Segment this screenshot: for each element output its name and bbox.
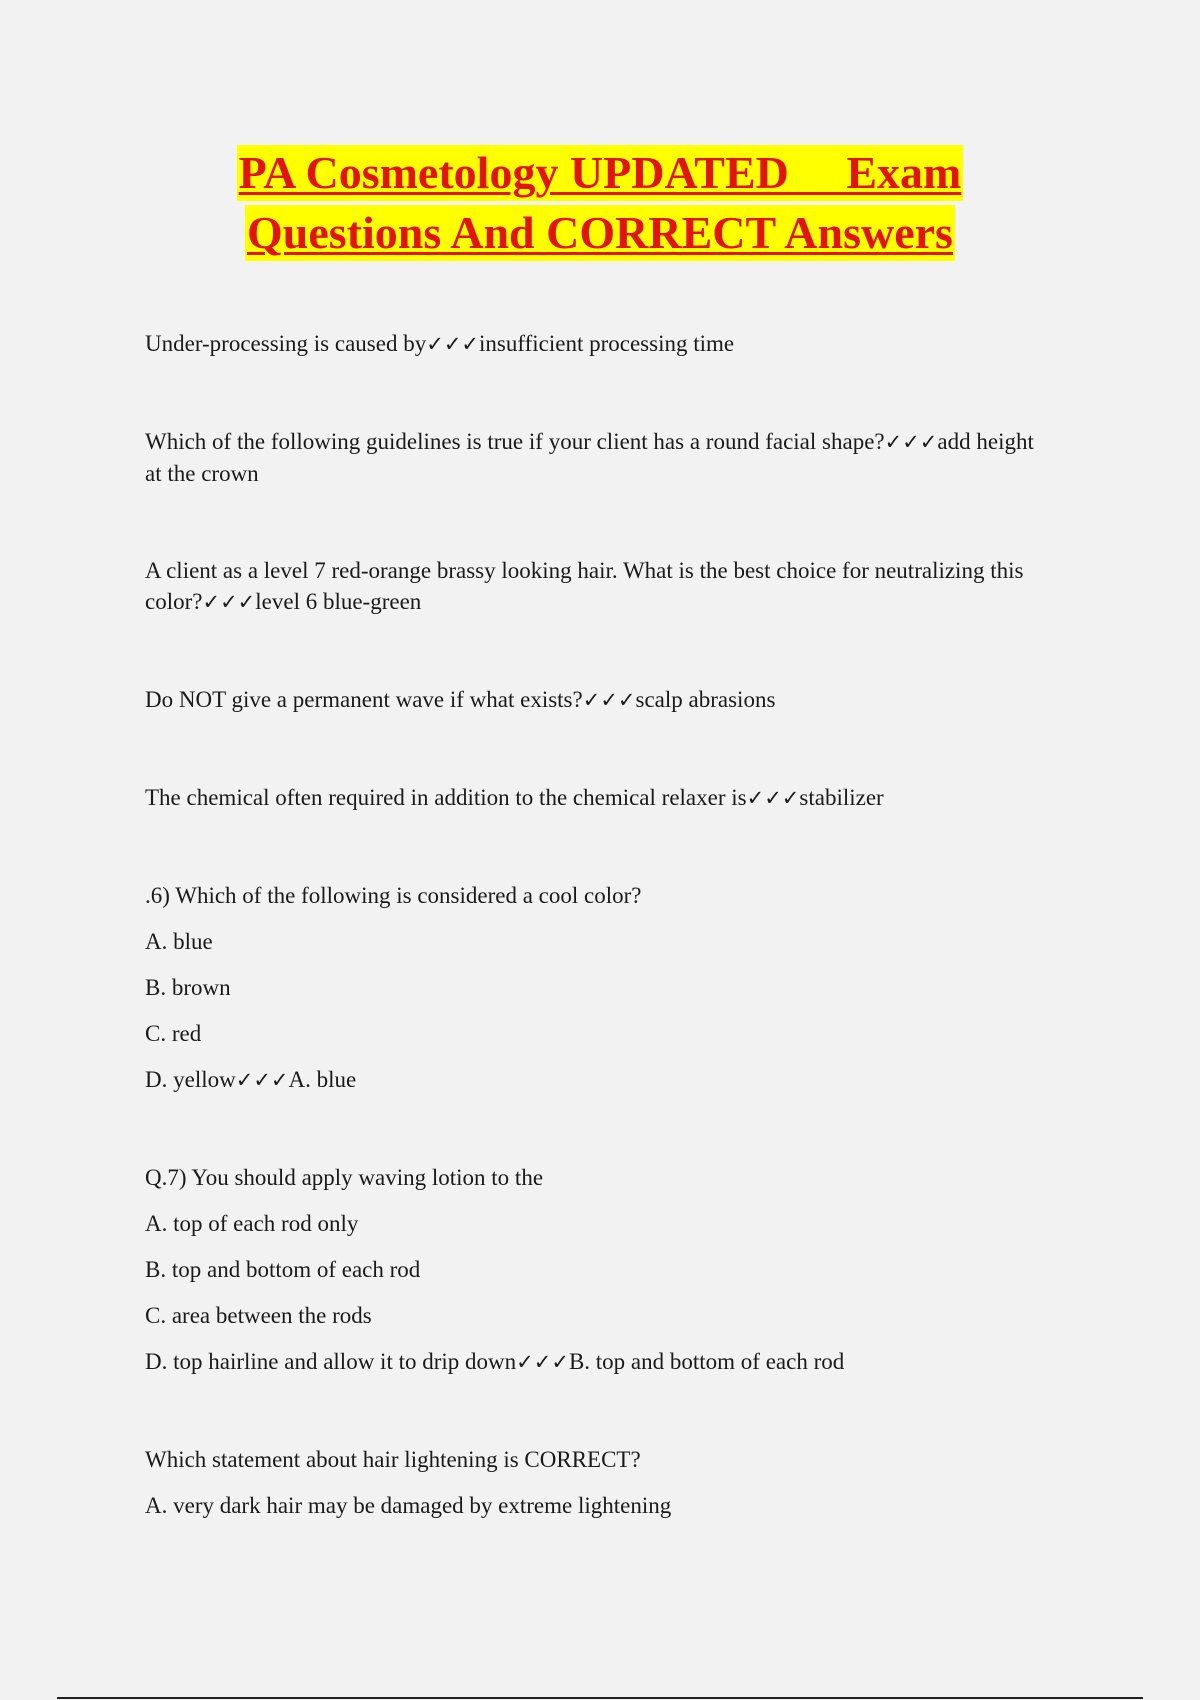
qa-item xyxy=(145,782,1045,814)
mc-stem: Which statement about hair lightening is CORRECT? xyxy=(145,1447,641,1472)
answer-text: level 6 blue-green xyxy=(255,589,422,614)
mc-option-with-answer xyxy=(145,1346,1045,1378)
mc-item xyxy=(145,1162,1045,1378)
mc-option-with-answer xyxy=(145,1064,1045,1096)
mc-item xyxy=(145,1444,1045,1521)
qa-item xyxy=(145,555,1045,618)
mc-stem: Q.7) You should apply waving lotion to the xyxy=(145,1165,544,1190)
answer-text: stabilizer xyxy=(799,785,884,810)
check-marks: ✓✓✓ xyxy=(516,1350,569,1374)
question-text: The chemical often required in addition to the chemical relaxer is xyxy=(145,785,747,810)
mc-option: A. top of each rod only xyxy=(145,1211,359,1236)
mc-option: C. red xyxy=(145,1021,202,1046)
qa-list xyxy=(145,328,1045,1587)
document-title xyxy=(0,145,1200,261)
answer-text: B. top and bottom of each rod xyxy=(568,1349,845,1374)
mc-option: A. blue xyxy=(145,929,213,954)
question-text: A client as a level 7 red-orange brassy looking hair. What is the best choice for neutralizing this color? xyxy=(145,558,1024,614)
qa-item xyxy=(145,426,1045,489)
answer-text: insufficient processing time xyxy=(479,331,735,356)
mc-stem: .6) Which of the following is considered a cool color? xyxy=(145,883,642,908)
qa-item xyxy=(145,328,1045,360)
title-line-1: PA Cosmetology UPDATED Exam xyxy=(237,145,964,201)
answer-text: A. blue xyxy=(288,1067,357,1092)
mc-option: A. very dark hair may be damaged by extreme lightening xyxy=(145,1493,672,1518)
check-marks: ✓✓✓ xyxy=(426,332,480,356)
title-line-2: Questions And CORRECT Answers xyxy=(245,205,955,261)
check-marks: ✓✓✓ xyxy=(202,590,256,614)
question-text: Under-processing is caused by xyxy=(145,331,427,356)
mc-option: C. area between the rods xyxy=(145,1303,372,1328)
page-bottom-rule xyxy=(57,1697,1143,1699)
mc-option: B. brown xyxy=(145,975,231,1000)
mc-option: D. yellow xyxy=(145,1067,236,1092)
mc-item xyxy=(145,880,1045,1096)
question-text: Which of the following guidelines is true if your client has a round facial shape? xyxy=(145,429,885,454)
qa-item xyxy=(145,684,1045,716)
check-marks: ✓✓✓ xyxy=(884,430,938,454)
answer-text: add height at the crown xyxy=(145,429,1034,486)
check-marks: ✓✓✓ xyxy=(582,688,636,712)
check-marks: ✓✓✓ xyxy=(235,1068,289,1092)
question-text: Do NOT give a permanent wave if what exists? xyxy=(145,687,583,712)
mc-option: B. top and bottom of each rod xyxy=(145,1257,421,1282)
mc-option: D. top hairline and allow it to drip down xyxy=(145,1349,517,1374)
answer-text: scalp abrasions xyxy=(635,687,776,712)
check-marks: ✓✓✓ xyxy=(746,786,800,810)
